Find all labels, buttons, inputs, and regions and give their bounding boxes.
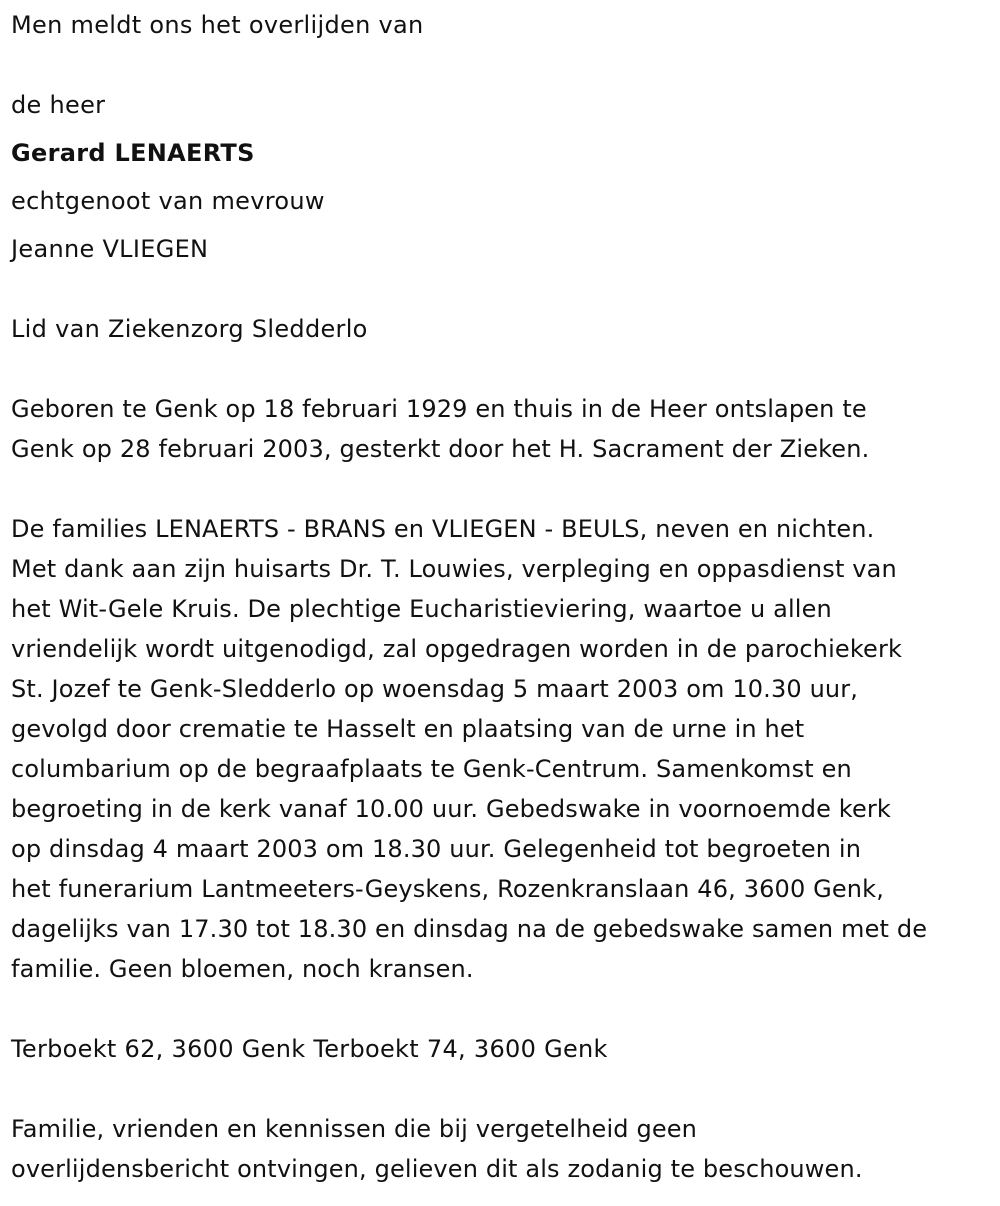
addresses-line: Terboekt 62, 3600 Genk Terboekt 74, 3600 Genk bbox=[11, 1035, 608, 1063]
spouse-name: Jeanne VLIEGEN bbox=[11, 235, 209, 263]
paragraph-line: Familie, vrienden en kennissen die bij vergetelheid geen bbox=[11, 1115, 698, 1143]
paragraph-line: De families LENAERTS - BRANS en VLIEGEN - BEULS, neven en nichten. bbox=[11, 515, 875, 543]
deceased-name: Gerard LENAERTS bbox=[11, 139, 255, 167]
paragraph-line: Met dank aan zijn huisarts Dr. T. Louwies, verpleging en oppasdienst van bbox=[11, 555, 897, 583]
paragraph-line: op dinsdag 4 maart 2003 om 18.30 uur. Gelegenheid tot begroeten in bbox=[11, 835, 862, 863]
paragraph-line: vriendelijk wordt uitgenodigd, zal opgedragen worden in de parochiekerk bbox=[11, 635, 903, 663]
paragraph-line: dagelijks van 17.30 tot 18.30 en dinsdag na de gebedswake samen met de bbox=[11, 915, 928, 943]
paragraph-line: het Wit-Gele Kruis. De plechtige Eucharistieviering, waartoe u allen bbox=[11, 595, 832, 623]
paragraph-line: Genk op 28 februari 2003, gesterkt door het H. Sacrament der Zieken. bbox=[11, 435, 870, 463]
membership-line: Lid van Ziekenzorg Sledderlo bbox=[11, 315, 368, 343]
paragraph-line: overlijdensbericht ontvingen, gelieven dit als zodanig te beschouwen. bbox=[11, 1155, 863, 1183]
paragraph-line: columbarium op de begraafplaats te Genk-Centrum. Samenkomst en bbox=[11, 755, 852, 783]
paragraph-line: het funerarium Lantmeeters-Geyskens, Rozenkranslaan 46, 3600 Genk, bbox=[11, 875, 884, 903]
paragraph-line: familie. Geen bloemen, noch kransen. bbox=[11, 955, 474, 983]
birth-death-paragraph bbox=[11, 389, 1000, 469]
spouse-label: echtgenoot van mevrouw bbox=[11, 187, 325, 215]
intro-line: Men meldt ons het overlijden van bbox=[11, 11, 424, 39]
paragraph-line: gevolgd door crematie te Hasselt en plaatsing van de urne in het bbox=[11, 715, 805, 743]
paragraph-line: begroeting in de kerk vanaf 10.00 uur. Gebedswake in voornoemde kerk bbox=[11, 795, 891, 823]
paragraph-line: Geboren te Genk op 18 februari 1929 en thuis in de Heer ontslapen te bbox=[11, 395, 867, 423]
salutation: de heer bbox=[11, 91, 106, 119]
closing-paragraph bbox=[11, 1109, 1000, 1189]
paragraph-line: St. Jozef te Genk-Sledderlo op woensdag 5 maart 2003 om 10.30 uur, bbox=[11, 675, 859, 703]
families-paragraph bbox=[11, 509, 1000, 989]
